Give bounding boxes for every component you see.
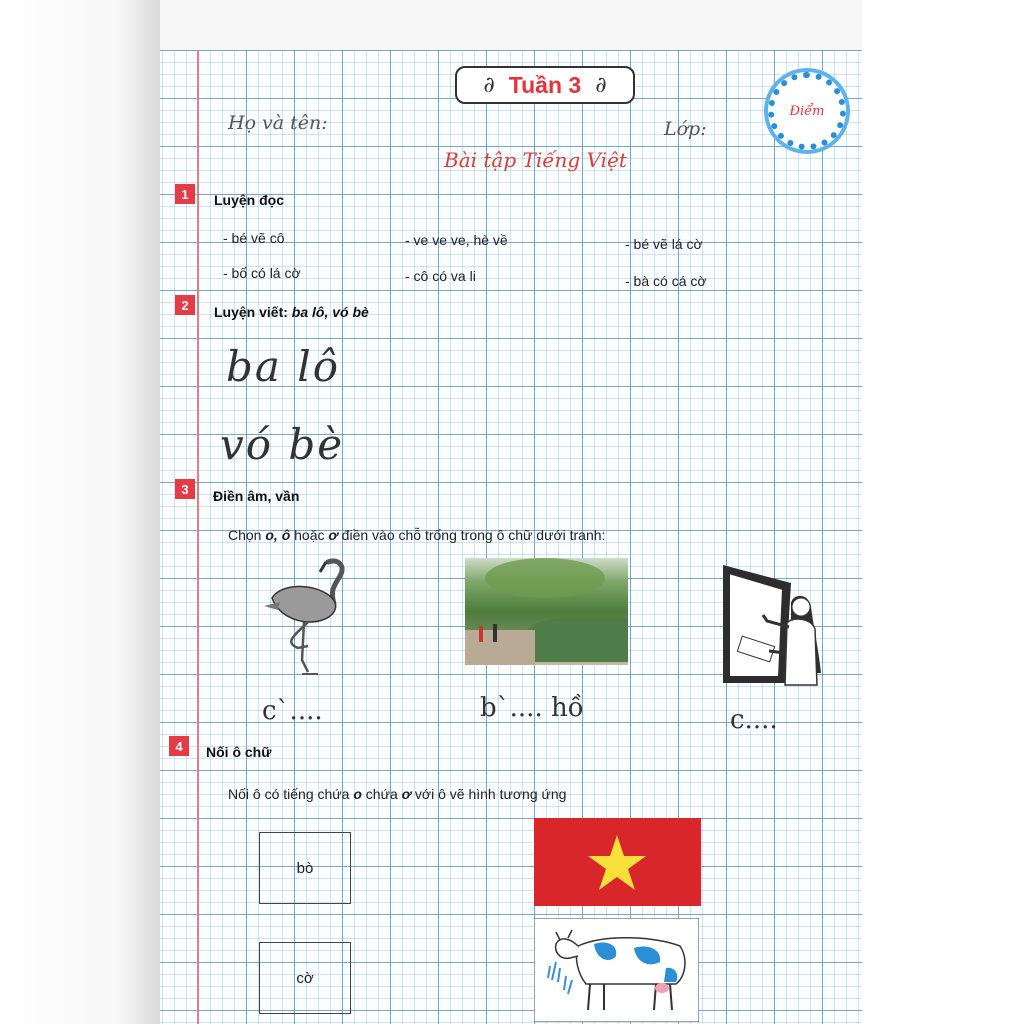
section-4-badge: 4 xyxy=(169,736,189,756)
reading-line: - ve ve ve, hè về xyxy=(405,232,508,248)
match-word-box[interactable]: cờ xyxy=(259,942,351,1014)
flag-image[interactable] xyxy=(534,818,701,906)
paper-top-band xyxy=(160,0,862,50)
instruction-text: với ô vẽ hình tương ứng xyxy=(411,786,567,802)
section-2-title-prefix: Luyện viết: xyxy=(214,304,292,320)
match-instruction xyxy=(228,786,566,802)
section-3-title: Điền âm, vần xyxy=(213,488,300,504)
name-label: Họ và tên: xyxy=(228,112,328,134)
instruction-text: Chọn xyxy=(228,527,266,543)
reading-line: - bố có lá cờ xyxy=(223,265,301,281)
section-2-badge: 2 xyxy=(175,295,195,315)
fill-instruction xyxy=(228,527,605,543)
section-1-badge: 1 xyxy=(175,184,195,204)
instruction-options: o, ô xyxy=(265,527,291,543)
week-title-box xyxy=(455,66,635,104)
subject-title: Bài tập Tiếng Việt xyxy=(444,148,627,172)
lake-photo xyxy=(465,558,628,665)
reading-line: - bà có cá cờ xyxy=(625,273,707,289)
section-2-title-words: ba lô, vó bè xyxy=(291,304,369,320)
ornament-right-icon: ∂ xyxy=(595,72,607,98)
score-label: Điểm xyxy=(789,103,825,119)
flamingo-image xyxy=(260,556,350,682)
reading-line: - cô có va li xyxy=(405,268,476,284)
cow-image[interactable] xyxy=(534,918,699,1022)
instruction-option: ơ xyxy=(328,527,338,543)
week-title: Tuần 3 xyxy=(508,71,582,98)
instruction-text: điền vào chỗ trống trong ô chữ dưới tranh: xyxy=(337,527,606,543)
instruction-text: chứa xyxy=(361,786,402,802)
match-word-box[interactable]: bò xyxy=(259,832,351,904)
page-shadow xyxy=(0,0,175,1024)
instruction-text: hoặc xyxy=(290,527,329,543)
ornament-left-icon: ∂ xyxy=(483,72,495,98)
fill-answer: c.... xyxy=(730,705,778,735)
writing-sample: ba lô xyxy=(226,342,340,391)
section-3-badge: 3 xyxy=(175,479,195,499)
fill-answer: b`.... hồ xyxy=(480,693,584,723)
teacher-image xyxy=(721,563,825,687)
fill-answer: c`.... xyxy=(262,696,323,726)
score-badge xyxy=(768,72,846,150)
instruction-text: Nối ô có tiếng chứa xyxy=(228,786,354,802)
instruction-option: ơ xyxy=(401,786,412,802)
section-4-title: Nối ô chữ xyxy=(206,744,272,760)
reading-line: - bé vẽ lá cờ xyxy=(625,236,703,252)
class-label: Lớp: xyxy=(664,118,707,140)
section-2-title xyxy=(214,304,369,320)
instruction-option: o xyxy=(353,786,362,802)
reading-line: - bé vẽ cô xyxy=(223,230,285,246)
margin-line xyxy=(197,50,199,1024)
section-1-title: Luyện đọc xyxy=(214,192,285,208)
writing-sample: vó bè xyxy=(220,420,345,469)
